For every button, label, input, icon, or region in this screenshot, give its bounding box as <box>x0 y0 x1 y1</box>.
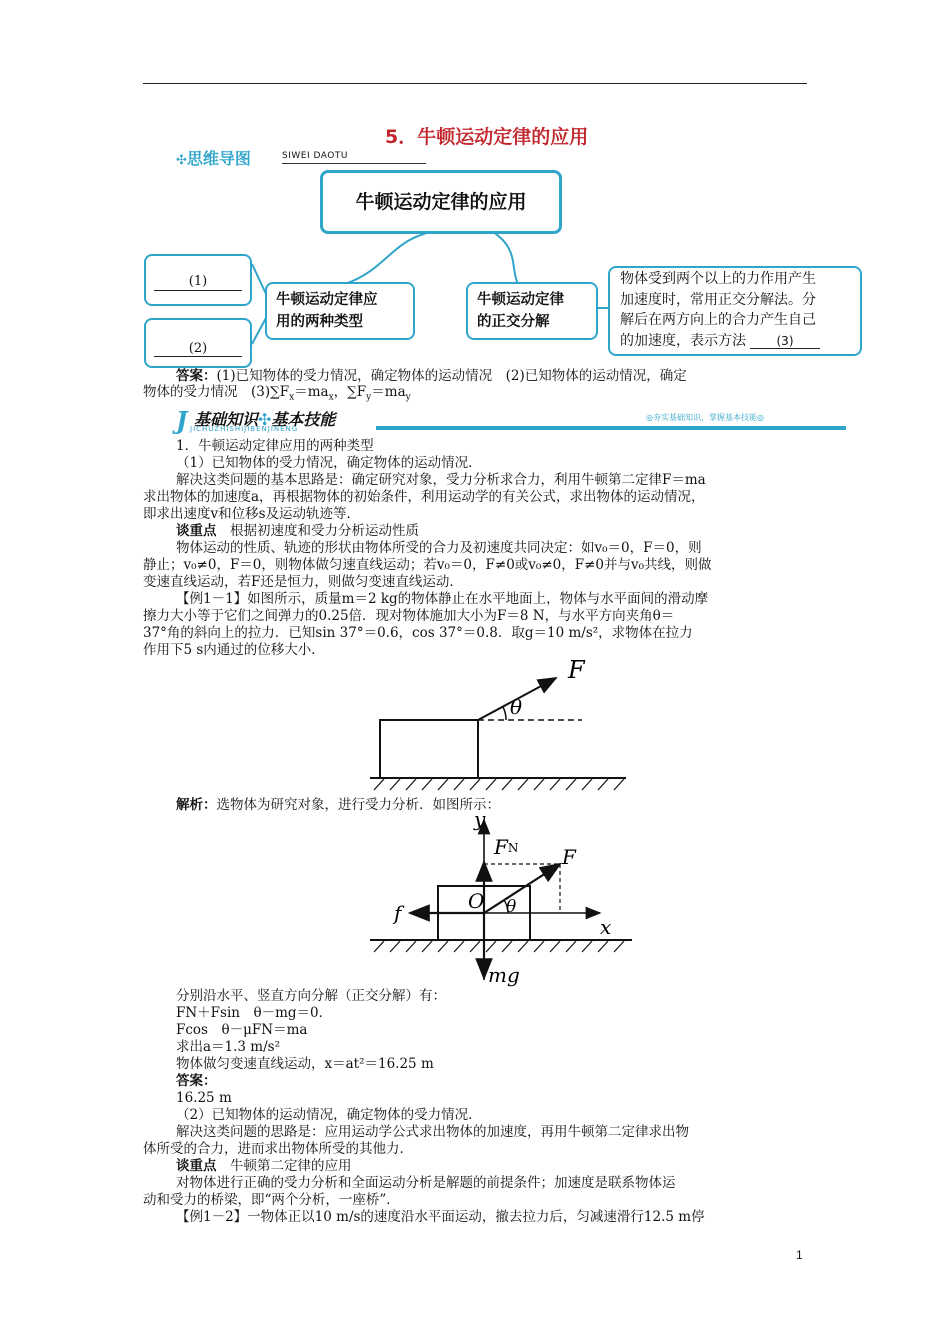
example-1-1-line3: 37°角的斜向上的拉力．已知sin 37°＝0.6，cos 37°＝0.8．取g＝10 m/s²，求物体在拉力 <box>143 625 693 641</box>
para3-line2: 体所受的合力，进而求出物体所受的其他力． <box>143 1141 413 1157</box>
mindmap-center-node: 牛顿运动定律的应用 <box>320 170 562 234</box>
ground-hatch <box>374 941 624 952</box>
mindmap-right-desc: 物体受到两个以上的力作用产生 加速度时，常用正交分解法。分 解后在两方向上的合力产生自己 的加速度，表示方法 (3) <box>608 266 862 356</box>
origin-label: O <box>468 889 485 913</box>
applied-force-label: F <box>562 845 576 869</box>
eq-line5: 物体做匀变速直线运动，x＝at²＝16.25 m <box>176 1056 434 1072</box>
blank3: (3) <box>750 334 820 349</box>
band-pinyin: JICHUZHISHIJIBENJINENG <box>190 425 299 433</box>
mindmap-label-underline <box>282 163 426 164</box>
example-1-1-line2: 擦力大小等于它们之间弹力的0.25倍．现对物体施加大小为F＝8 N，与水平方向夹角θ＝ <box>143 608 675 624</box>
para4-line2: 动和受力的桥梁，即“两个分析，一座桥”． <box>143 1192 400 1208</box>
header-rule <box>143 83 807 84</box>
mindmap-label-pinyin: SIWEI DAOTU <box>282 151 348 161</box>
figure-force-diagram <box>370 806 640 992</box>
page-title: 5．牛顿运动定律的应用 <box>385 126 589 148</box>
blank1-line <box>154 290 242 291</box>
para2-line1: 物体运动的性质、轨迹的形状由物体所受的合力及初速度共同决定：如v₀＝0，F＝0，则 <box>176 540 702 556</box>
angle-label: θ <box>506 897 517 917</box>
applied-force-arrow <box>484 864 560 913</box>
blank2-label: (2) <box>188 341 208 356</box>
section-1-sub2: （2）已知物体的运动情况，确定物体的受力情况． <box>176 1107 482 1123</box>
key-point-1: 谈重点 根据初速度和受力分析运动性质 <box>176 523 419 539</box>
section-band <box>176 404 846 435</box>
eq-line1: 分别沿水平、竖直方向分解（正交分解）有： <box>176 988 446 1004</box>
para3-line1: 解决这类问题的思路是：应用运动学公式求出物体的加速度，再用牛顿第二定律求出物 <box>176 1124 689 1140</box>
mindmap-answer-line2: 物体的受力情况 $(3)\sum F_x=ma_x$，$\sum F_y=ma_y$ <box>143 384 411 403</box>
connector-blank2 <box>252 318 266 344</box>
section-1-sub1: （1）已知物体的受力情况，确定物体的运动情况． <box>176 455 482 471</box>
x-axis-label: x <box>600 915 612 939</box>
answer-value: 16.25 m <box>176 1090 232 1106</box>
page-number: 1 <box>796 1248 803 1262</box>
eq-line4: 求出a＝1.3 m/s² <box>176 1039 280 1055</box>
angle-arc <box>503 707 506 720</box>
para4-line1: 对物体进行正确的受力分析和全面运动分析是解题的前提条件；加速度是联系物体运 <box>176 1175 676 1191</box>
eq-line2: FN＋Fsin θ－mg＝0． <box>176 1005 333 1021</box>
example-1-1-line1: 【例1－1】如图所示，质量m＝2 kg的物体静止在水平地面上，物体与水平面间的滑动摩 <box>176 591 709 607</box>
section-1-heading: 1．牛顿运动定律应用的两种类型 <box>176 438 374 454</box>
solution-intro: 解析：选物体为研究对象，进行受力分析．如图所示： <box>176 797 500 813</box>
ground-hatch <box>374 779 624 790</box>
mindmap-answer-line1: 答案：(1)已知物体的受力情况，确定物体的运动情况 (2)已知物体的运动情况，确定 <box>176 368 687 384</box>
mindmap-blank1-node <box>144 254 252 306</box>
para1-line2: 求出物体的加速度a，再根据物体的初始条件，利用运动学的有关公式，求出物体的运动情况， <box>143 489 705 505</box>
band-heading: 基础知识✣基本技能 <box>194 410 336 429</box>
friction-label: f <box>394 901 402 925</box>
para1-line1: 解决这类问题的基本思路是：确定研究对象，受力分析求合力，利用牛顿第二定律F＝ma <box>176 472 706 488</box>
connector-left <box>345 230 440 284</box>
force-label: F <box>568 656 585 684</box>
weight-label: mg <box>488 963 520 987</box>
mindmap-bullet-icon: ✣ <box>176 153 187 168</box>
eq-line3: Fcos θ－μFN＝ma <box>176 1022 308 1038</box>
band-note: ◎夯实基础知识，掌握基本技能◎ <box>646 413 764 422</box>
normal-force-label: FN <box>494 835 519 859</box>
para2-line2: 静止；v₀≠0，F＝0，则物体做匀速直线运动；若v₀＝0，F≠0或v₀≠0，F≠0并与v₀共线，则做 <box>143 557 712 573</box>
y-axis-label: y <box>474 807 486 831</box>
connector-blank1 <box>252 264 266 294</box>
example-1-1-line4: 作用下5 s内通过的位移大小． <box>143 642 325 658</box>
angle-label: θ <box>510 695 523 719</box>
answer-label: 答案： <box>176 1073 217 1089</box>
mindmap-label: ✣思维导图 <box>176 149 251 168</box>
band-logo-j: J <box>176 406 188 435</box>
block <box>380 720 478 778</box>
mindmap-blank2-node <box>144 318 252 368</box>
band-bar <box>376 426 846 430</box>
mindmap-left-node: 牛顿运动定律应 用的两种类型 <box>265 282 415 340</box>
example-1-2-line1: 【例1－2】一物体正以10 m/s的速度沿水平面运动，撤去拉力后，匀减速滑行12.5 m停 <box>176 1209 705 1225</box>
connector-right <box>490 230 518 284</box>
para1-line3: 即求出速度v和位移s及运动轨迹等． <box>143 506 361 522</box>
mindmap-right-node: 牛顿运动定律 的正交分解 <box>466 282 598 340</box>
para2-line3: 变速直线运动，若F还是恒力，则做匀变速直线运动． <box>143 574 463 590</box>
figure-block-on-ground <box>360 652 640 792</box>
key-point-2: 谈重点 牛顿第二定律的应用 <box>176 1158 352 1174</box>
blank1-label: (1) <box>188 274 208 289</box>
